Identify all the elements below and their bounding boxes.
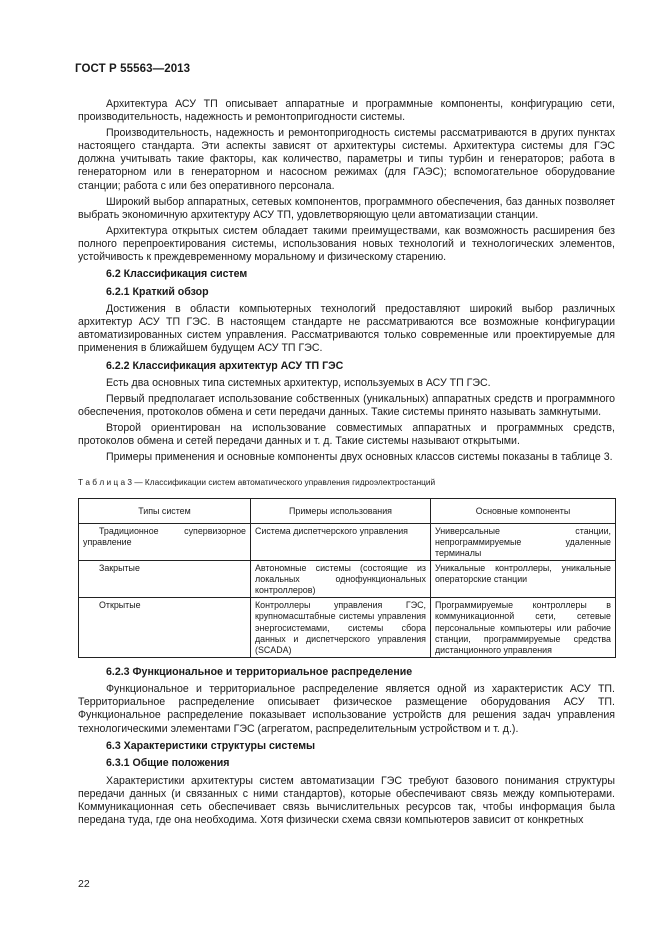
table-caption: Т а б л и ц а 3 — Классификации систем автоматического управления гидроэлектростанций [78,476,436,487]
paragraph: Функциональное и территориальное распределение является одной из характеристик АСУ ТП. Территориальное распределение описывает физическое размещение оборудования АСУ ТП. Функциональное распределение показывает использование устройств для решения задач управления технологическими элементами ГЭС (агрегатом, распределительным устройством и т. д.). [78,683,615,735]
paragraph: Архитектура АСУ ТП описывает аппаратные и программные компоненты, конфигурацию сети, производительность, надежность и ремонтопригодности системы. [78,98,615,124]
section-heading-6-2: 6.2 Классификация систем [106,268,248,281]
page-number: 22 [78,878,90,890]
paragraph: Производительность, надежность и ремонтопригодность системы рассматриваются в других пунктах настоящего стандарта. Эти аспекты зависят от архитектуры системы. Архитектура системы для ГЭС должна учитывать такие факторы, как количество, параметры и типы турбин и генераторов; работа в генераторном или в генераторном и насосном режимах (для ГАЭС); вспомогательное оборудование станции; работа с или без оперативного персонала. [78,127,615,192]
table-cell: Уникальные контроллеры, уникальные операторские станции [431,561,616,598]
table-row [79,523,616,560]
section-heading-6-3: 6.3 Характеристики структуры системы [106,739,316,752]
paragraph: Характеристики архитектуры систем автоматизации ГЭС требуют базового понимания структуры передачи данных (и связанных с ними стандартов), которые обеспечивают связь между компьютерами. Коммуникационная сеть обеспечивает связь вычислительных ресурсов так, чтобы информация была передана туда, где она необходима. Хотя физически схема связи компьютеров зависит от конкретных [78,774,615,826]
table-cell: Традиционное супервизорное управление [79,523,251,560]
table-cell: Контроллеры управления ГЭС, крупномасштабные системы управления энергосистемами, системы сбора данных и диспетчерского управления (SCADA) [251,598,431,657]
table-cell: Автономные системы (состоящие из локальных однофункциональных контроллеров) [251,561,431,598]
paragraph: Есть два основных типа системных архитектур, используемых в АСУ ТП ГЭС. [106,377,491,389]
paragraph: Первый предполагает использование собственных (уникальных) аппаратных средств и программного обеспечения, протоколов обмена и сети передачи данных. Такие системы принято называть замкнутыми. [78,393,615,419]
page-header-title: ГОСТ Р 55563—2013 [75,63,191,75]
paragraph: Достижения в области компьютерных технологий предоставляют широкий выбор различных архитектур АСУ ТП ГЭС. В настоящем стандарте не рассматриваются все возможные конфигурации автоматизированных систем управления. Рассматриваются только современные или проектируемые для применения в ближайшем будущем АСУ ТП ГЭС. [78,303,615,355]
table-cell: Универсальные станции, непрограммируемые удаленные терминалы [431,523,616,560]
document-body [78,98,615,830]
section-heading-6-2-2: 6.2.2 Классификация архитектур АСУ ТП ГЭС [106,359,344,372]
classification-table [78,498,616,658]
paragraph: Второй ориентирован на использование совместимых аппаратных и программных средств, протоколов обмена и сетей передачи данных и т. д. Такие системы называют открытыми. [78,422,615,448]
column-header: Типы систем [79,498,251,523]
table-cell: Система диспетчерского управления [251,523,431,560]
column-header: Основные компоненты [431,498,616,523]
table-cell: Открытые [79,598,251,657]
section-heading-6-2-3: 6.2.3 Функциональное и территориальное распределение [106,665,413,678]
table-cell: Программируемые контроллеры в коммуникационной сети, сетевые персональные компьютеры или рабочие станции, программируемые средства дистанционного управления [431,598,616,657]
table-row [79,598,616,657]
paragraph: Широкий выбор аппаратных, сетевых компонентов, программного обеспечения, баз данных позволяет выбрать экономичную архитектуру АСУ ТП, удовлетворяющую цели автоматизации станции. [78,195,615,221]
column-header: Примеры использования [251,498,431,523]
paragraph: Архитектура открытых систем обладает такими преимуществами, как возможность расширения без полного перепроектирования системы, использования новых технологий и технологических элементов, устойчивость к преждевременному моральному и физическому старению. [78,224,615,264]
section-heading-6-3-1: 6.3.1 Общие положения [106,757,230,770]
table-row [79,561,616,598]
paragraph: Примеры применения и основные компоненты двух основных классов системы показаны в таблице 3. [106,451,613,464]
table-header-row [79,498,616,523]
section-heading-6-2-1: 6.2.1 Краткий обзор [106,285,209,298]
table-cell: Закрытые [79,561,251,598]
